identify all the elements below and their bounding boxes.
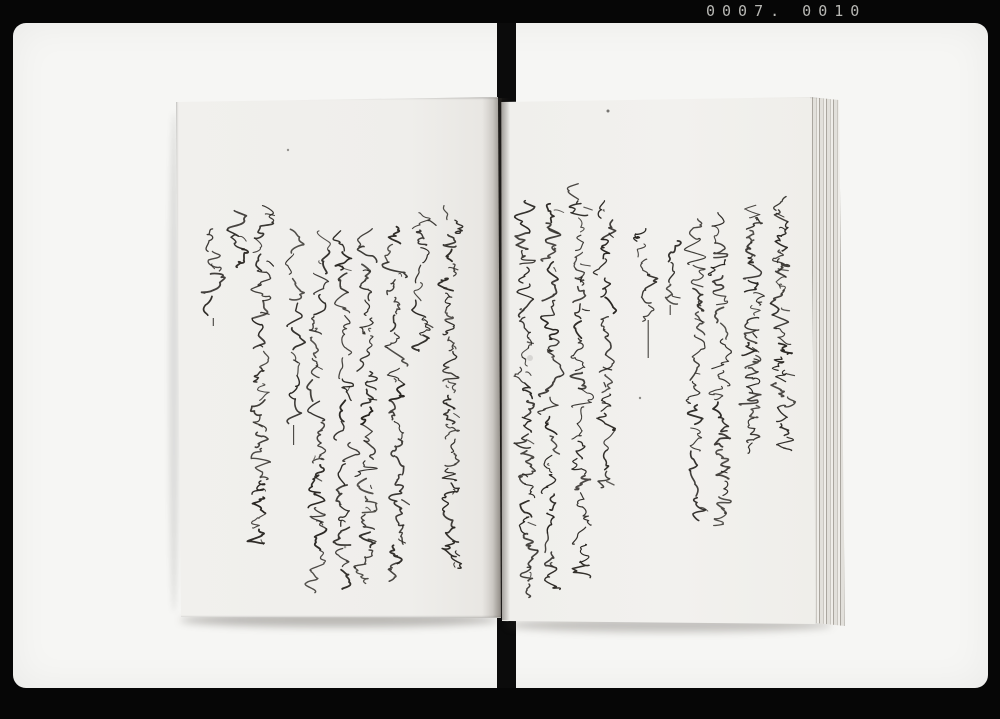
left-page <box>176 97 501 618</box>
frame-counter: 0007. 0010 <box>706 2 867 20</box>
gutter-shading-right <box>502 98 510 620</box>
right-page <box>501 95 816 627</box>
gutter-shading-left <box>482 98 502 617</box>
